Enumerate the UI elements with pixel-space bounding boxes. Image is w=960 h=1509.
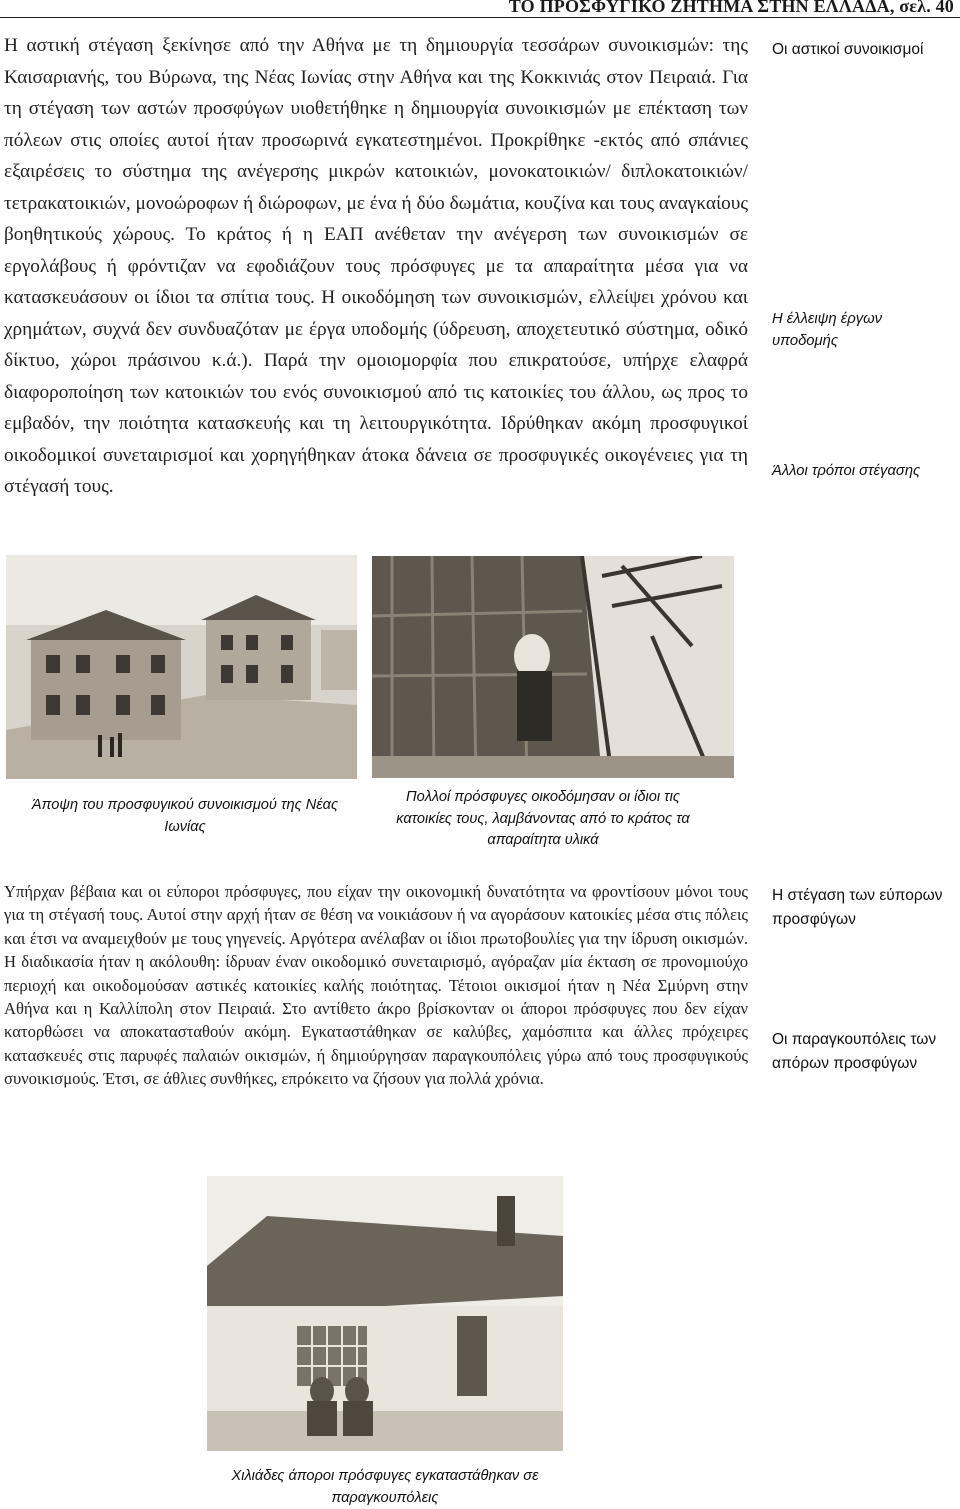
caption-shacks: Χιλιάδες άποροι πρόσφυγες εγκαταστάθηκαν σε παραγκουπόλεις: [231, 1468, 539, 1506]
margin-note-urban-settlements: Οι αστικοί συνοικισμοί: [772, 41, 924, 58]
caption-nea-ionia: Άποψη του προσφυγικού συνοικισμού της Νέας Ιωνίας: [31, 797, 339, 835]
photo-nea-ionia-settlement: [6, 555, 357, 779]
page-header: ΤΟ ΠΡΟΣΦΥΓΙΚΟ ΖΗΤΗΜΑ ΣΤΗΝ ΕΛΛΑΔΑ, σελ. 40: [508, 0, 954, 16]
photo-refugee-shacks: [207, 1176, 563, 1451]
margin-note-other-housing: Άλλοι τρόποι στέγασης: [772, 463, 921, 479]
margin-note-infrastructure: Η έλλειψη έργων υποδομής: [772, 311, 883, 349]
margin-note-wealthy-refugees: Η στέγαση των εύπορων προσφύγων: [772, 887, 943, 928]
paragraph-wealthy-and-poor-refugees: Υπήρχαν βέβαια και οι εύποροι πρόσφυγες, που είχαν την οικονομική δυνατότητα να φροντίσουν μόνοι τους για τη στέγασή τους. Αυτοί στην αρχή ήταν σε θέση να νοικιάσουν ή να αγοράσουν κατοικίες μέσα στις πόλεις και έτσι να αναμειχθούν με τους γηγενείς. Αργότερα ανέλαβαν οι ίδιοι πρωτοβουλίες για την ίδρυση οικισμών. Η διαδικασία ήταν η ακόλουθη: ίδρυαν έναν οικοδομικό συνεταιρισμό, αγόραζαν μία έκταση σε προνομιούχο περιοχή και οικοδομούσαν αστικές κατοικίες καλής ποιότητας. Τέτοιοι οικισμοί ήταν η Νέα Σμύρνη στην Αθήνα και η Καλλίπολη στον Πειραιά. Στο αντίθετο άκρο βρίσκονταν οι άποροι πρόσφυγες που δεν είχαν κατορθώσει να αποκατασταθούν ακόμη. Εγκαταστάθηκαν σε καλύβες, χαμόσπιτα και άλλες πρόχειρες κατασκευές στις παρυφές παλαιών οικισμών, ή δημιούργησαν παραγκουπόλεις γύρω από τους προσφυγικούς συνοικισμούς. Έτσι, σε άθλιες συνθήκες, επρόκειτο να ζήσουν για πολλά χρόνια.: [4, 882, 748, 1089]
paragraph-urban-housing: Η αστική στέγαση ξεκίνησε από την Αθήνα με τη δημιουργία τεσσάρων συνοικισμών: της Καισαριανής, του Βύρωνα, της Νέας Ιωνίας στην Αθήνα και της Κοκκινιάς στον Πειραιά. Για τη στέγαση των αστών προσφύγων υιοθετήθηκε η δημιουργία συνοικισμών με επέκταση των πόλεων στις οποίες αυτοί ήταν προσωρινά εγκατεστημένοι. Προκρίθηκε -εκτός από σπάνιες εξαιρέσεις το σύστημα της ανέγερσης μικρών κατοικιών, μονοκατοικιών/ διπλοκατοικιών/ τετρακατοικιών, μονοώροφων ή διώροφων, με ένα ή δύο δωμάτια, κουζίνα και τους αναγκαίους βοηθητικούς χώρους. Το κράτος ή η ΕΑΠ ανέθεταν την ανέγερση των συνοικισμών σε εργολάβους ή φρόντιζαν να εφοδιάζουν τους πρόσφυγες με τα απαραίτητα μέσα για να κατασκευάσουν οι ίδιοι τα σπίτια τους. Η οικοδόμηση των συνοικισμών, ελλείψει χρόνου και χρημάτων, συχνά δεν συνδυαζόταν με έργα υποδομής (ύδρευση, αποχετευτικό σύστημα, οδικό δίκτυο, χώροι πράσινου κ.ά.). Παρά την ομοιομορφία που επικρατούσε, υπήρχε ελαφρά διαφοροποίηση των κατοικιών του ενός συνοικισμού από τις κατοικίες του άλλου, ως προς το εμβαδόν, την ποιότητα κατασκευής και τη λειτουργικότητα. Ιδρύθηκαν ακόμη προσφυγικοί οικοδομικοί συνεταιρισμοί και χορηγήθηκαν άτοκα δάνεια σε προσφυγικές οικογένειες για τη στέγασή τους.: [4, 35, 748, 497]
caption-self-build: Πολλοί πρόσφυγες οικοδόμησαν οι ίδιοι τις κατοικίες τους, λαμβάνοντας από το κράτος τα απαραίτητα υλικά: [396, 789, 690, 848]
photo-refugees-building: [372, 556, 734, 778]
margin-note-shantytowns: Οι παραγκουπόλεις των απόρων προσφύγων: [772, 1031, 937, 1072]
header-rule: [0, 17, 960, 18]
